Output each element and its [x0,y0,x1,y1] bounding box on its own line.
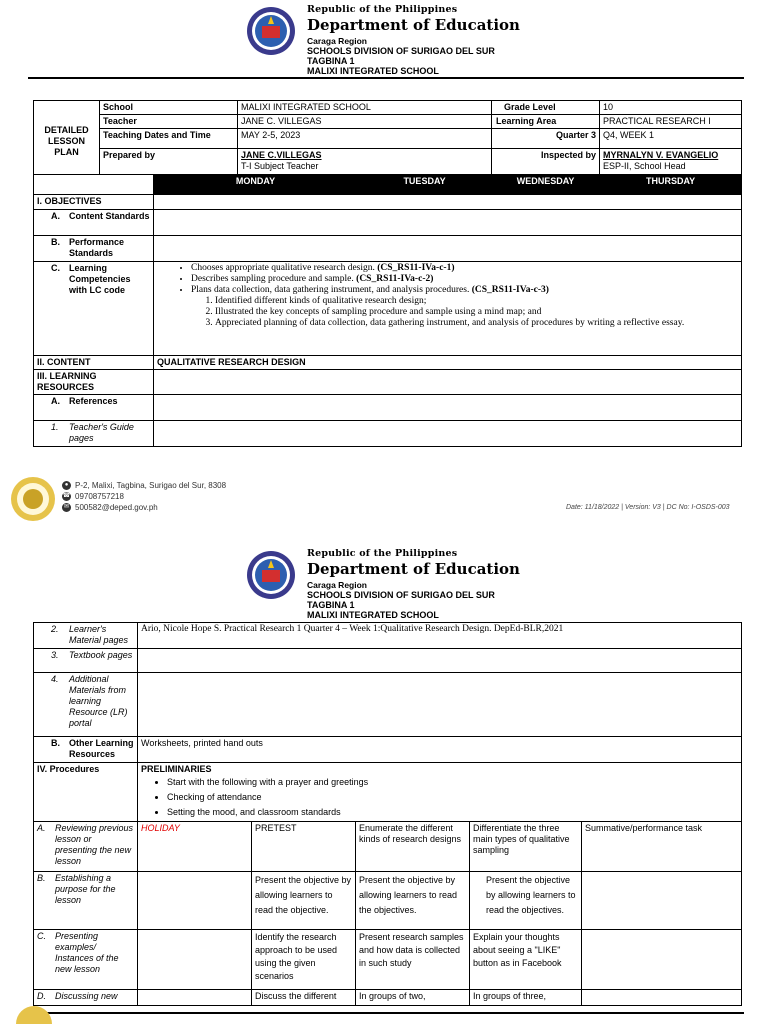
content-value: QUALITATIVE RESEARCH DESIGN [154,356,742,370]
row-c-label: Presenting examples/ Instances of the new lesson [55,931,119,974]
learners-material-label: Learner's Material pages [69,624,129,645]
page2-header [0,544,768,622]
learning-resources-heading: III. LEARNING RESOURCES [34,370,154,395]
other-resources-label: Other Learning Resources [69,738,134,759]
learning-area-label: Learning Area [492,115,600,129]
row-a-tuesday: PRETEST [252,822,356,872]
row-b-label: Establishing a purpose for the lesson [55,873,116,905]
preliminaries-heading: PRELIMINARIES [141,764,212,774]
performance-standards-label: Performance Standards [69,237,125,258]
location-icon: ● [62,481,71,490]
lesson-plan-table-page2 [33,622,742,1006]
school-label: School [100,101,238,115]
prepared-by-label: Prepared by [100,149,238,175]
header-divider [28,77,744,79]
row-b-thursday: Present the objective by allowing learners to read the objectives. [470,872,582,930]
row-b-wednesday: Present the objective by allowing learners to read the objectives. [356,872,470,930]
content-standards-num: A. [51,211,60,221]
row-d-tuesday: Discuss the different [252,990,356,1006]
row-b-monday [138,872,252,930]
learners-material-num: 2. [51,624,59,634]
footer-email: 500582@deped.gov.ph [75,503,158,512]
footer-doc-info: Date: 11/18/2022 | Version: V3 | DC No: I-OSDS-003 [566,504,730,511]
phone-icon: ☎ [62,493,71,499]
department-title: Department of Education [307,16,520,34]
content-standards-label: Content Standards [69,211,150,221]
preliminary-item: • Checking of attendance [167,790,738,805]
row-d-friday [582,990,742,1006]
row-c-monday [138,930,252,990]
dlp-label: DETAILED LESSON PLAN [34,101,100,175]
row-b-tuesday: Present the objective by allowing learners to read the objective. [252,872,356,930]
objective-item: 1. Identified different kinds of qualitative research design; [215,296,738,307]
competencies-label: Learning Competencies with LC code [69,263,131,295]
teacher-value: JANE C. VILLEGAS [238,115,492,129]
inspected-by-name: MYRNALYN V. EVANGELIO [603,150,719,160]
division-text: SCHOOLS DIVISION OF SURIGAO DEL SUR [307,46,495,56]
row-b-friday [582,872,742,930]
row-a-label: Reviewing previous lesson or presenting the new lesson [55,823,134,866]
teaching-dates-label: Teaching Dates and Time [100,129,238,149]
quarter-label: Quarter 3 [492,129,600,149]
region-text: Caraga Region [307,580,367,590]
row-c-tuesday: Identify the research approach to be used using the given scenarios [252,930,356,990]
teachers-guide-num: 1. [51,422,59,432]
row-c-num: C. [37,931,46,941]
row-a-wednesday: Enumerate the different kinds of research designs [356,822,470,872]
republic-text: Republic of the Philippines [307,4,458,15]
school-text: MALIXI INTEGRATED SCHOOL [307,66,439,76]
deped-seal-icon [246,6,296,56]
learning-area-value: PRACTICAL RESEARCH I [600,115,742,129]
school-value: MALIXI INTEGRATED SCHOOL [238,101,492,115]
prepared-by-name: JANE C.VILLEGAS [241,150,322,160]
teachers-guide-label: Teacher's Guide pages [69,422,134,443]
competency-item: • Describes sampling procedure and sample. (CS_RS11-IVa-c-2) [191,274,738,285]
row-d-thursday: In groups of three, [470,990,582,1006]
competency-item: • Plans data collection, data gathering instrument, and analysis procedures. (CS_RS11-IVa-c-3) [191,285,738,296]
row-c-thursday: Explain your thoughts about seeing a "LIKE" button as in Facebook [470,930,582,990]
teacher-label: Teacher [100,115,238,129]
other-resources-num: B. [51,738,60,748]
day-wednesday: WEDNESDAY [492,175,600,195]
objective-item: 3. Appreciated planning of data collection, data gathering instrument, and analysis of procedures by writing a reflective essay. [215,318,738,329]
competency-item: • Chooses appropriate qualitative research design. (CS_RS11-IVa-c-1) [191,263,738,274]
department-title: Department of Education [307,560,520,578]
footer-address: P-2, Malixi, Tagbina, Surigao del Sur, 8308 [75,481,227,490]
district-text: TAGBINA 1 [307,56,355,66]
other-resources-value: Worksheets, printed hand outs [138,737,742,763]
row-a-monday: HOLIDAY [138,822,252,872]
email-icon: ✉ [63,504,70,510]
row-b-num: B. [37,873,46,883]
inspected-by-title: ESP-II, School Head [603,161,686,171]
objectives-heading: I. OBJECTIVES [34,195,154,210]
day-tuesday: TUESDAY [358,175,492,195]
division-text: SCHOOLS DIVISION OF SURIGAO DEL SUR [307,590,495,600]
day-thursday: THURSDAY [600,175,742,195]
row-a-thursday: Differentiate the three main types of qualitative sampling [470,822,582,872]
row-a-num: A. [37,823,46,833]
additional-materials-label: Additional Materials from learning Resource (LR) portal [69,674,128,728]
preliminary-item: • Setting the mood, and classroom standards [167,805,738,820]
preliminary-item: • Start with the following with a prayer and greetings [167,775,738,790]
district-text: TAGBINA 1 [307,600,355,610]
competencies-num: C. [51,263,60,273]
row-d-monday [138,990,252,1006]
teaching-dates-value: MAY 2-5, 2023 [238,129,492,149]
row-c-friday [582,930,742,990]
references-num: A. [51,396,60,406]
day-monday: MONDAY [154,175,358,195]
objective-item: 2. Illustrated the key concepts of sampling procedure and sample using a mind map; and [215,307,738,318]
grade-level-value: 10 [600,101,742,115]
prepared-by-title: T-I Subject Teacher [241,161,319,171]
school-text: MALIXI INTEGRATED SCHOOL [307,610,439,620]
page1-header [0,0,768,78]
lesson-plan-table-page1: DETAILED LESSON PLAN School MALIXI INTEGRATED SCHOOL Grade Level 10 Teacher JANE C. VILLEGAS Learning Area PRACTICAL RESEARCH I Teaching Dates and Time MAY 2-5, 2023 Quarter 3 Q4, WEEK 1 Prepared by JANE C.VILLEGAS T-I Subject Teacher Inspected by MYRNALYN V. EVANGELIO ESP-II, School Head MONDAY TUESDAY WEDNESDAY THURSDAY FRIDAY I. OBJECTIVES A. Content Standards B. Performance Standards C. Learning Competencies with LC code • Chooses appropriate qualitative research design. (CS_RS11-IVa-c-1) • Describes sampling procedure and sample. (CS_RS11-IVa-c-2) • Plans data collection, data gathering instrument, and analysis procedures. (CS_RS11-IVa-c-3) 1. Identified different kinds of qualitative research design; 2. Illustrated the key concepts of sampling procedure and sample using a mind map; and 3. Appreciated planning of data collection, data gathering instrument, and analysis of procedures by writing a reflective essay. II. CONTENT QUALITATIVE RESEARCH DESIGN III. LEARNING RESOURCES A. References 1. Teacher's Guide pages [33,100,742,447]
quarter-value: Q4, WEEK 1 [600,129,742,149]
row-d-label: Discussing new [55,991,118,1001]
inspected-by-label: Inspected by [492,149,600,175]
textbook-label: Textbook pages [69,650,133,660]
footer-phone: 09708757218 [75,492,124,501]
content-heading: II. CONTENT [34,356,154,370]
performance-standards-num: B. [51,237,60,247]
additional-materials-num: 4. [51,674,59,684]
references-label: References [69,396,118,406]
row-d-wednesday: In groups of two, [356,990,470,1006]
school-logo-icon [10,476,56,522]
region-text: Caraga Region [307,36,367,46]
row-a-friday: Summative/performance task [582,822,742,872]
row-c-wednesday: Present research samples and how data is collected in such study [356,930,470,990]
page2-bottom-rule [28,1012,744,1014]
deped-seal-icon [246,550,296,600]
page1-footer [0,470,768,530]
grade-level-label: Grade Level [492,101,600,115]
republic-text: Republic of the Philippines [307,548,458,559]
textbook-num: 3. [51,650,59,660]
learners-material-value: Ario, Nicole Hope S. Practical Research 1 Quarter 4 – Week 1:Qualitative Research Design. DepEd-BLR,2021 [138,623,742,649]
school-logo-icon [14,1016,54,1024]
procedures-heading: IV. Procedures [34,763,138,822]
row-d-num: D. [37,991,46,1001]
